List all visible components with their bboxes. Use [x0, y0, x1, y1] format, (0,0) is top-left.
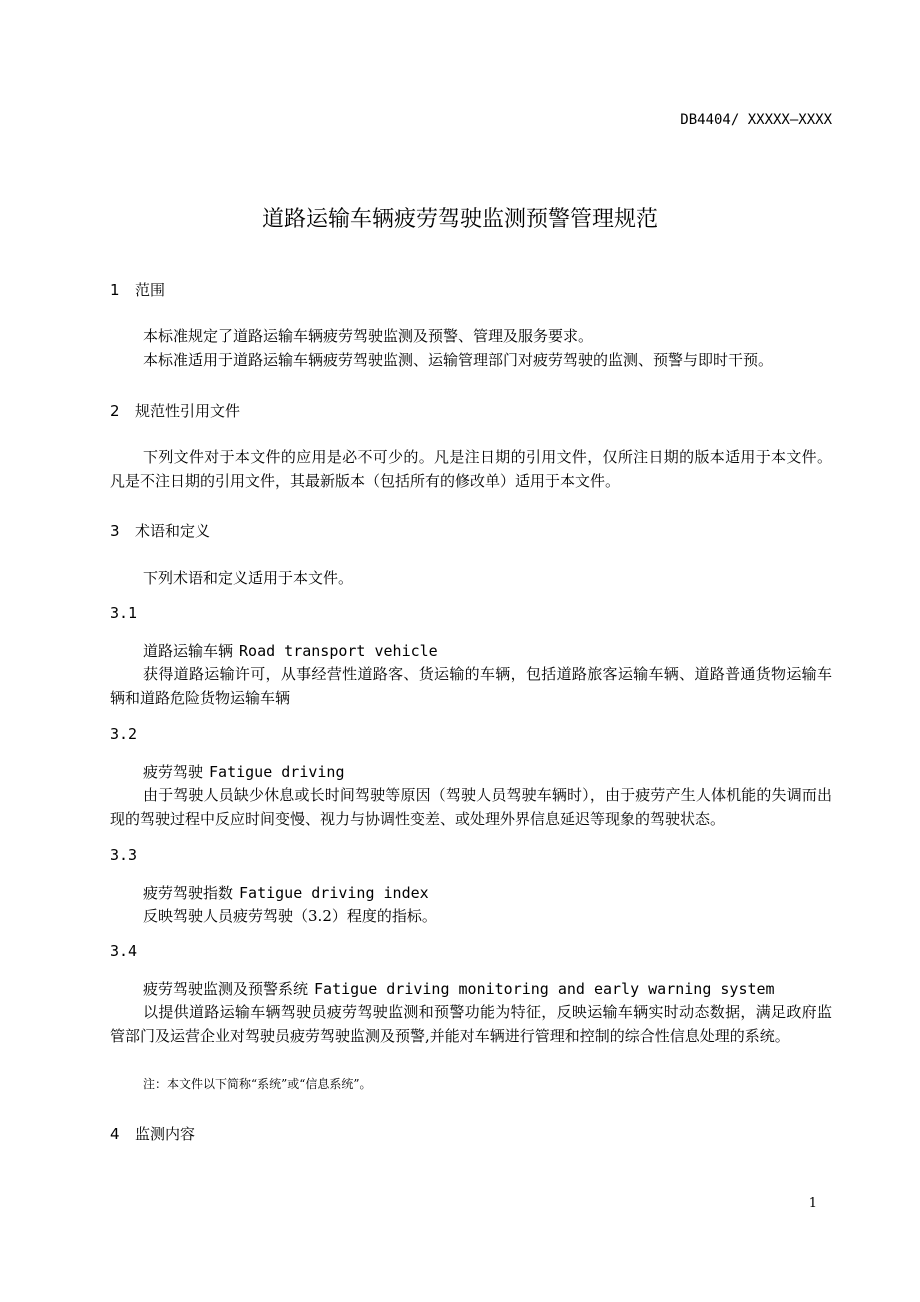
term-chinese: 疲劳驾驶指数 [143, 884, 234, 902]
term-definition: 以提供道路运输车辆驾驶员疲劳驾驶监测和预警功能为特征，反映运输车辆实时动态数据，满足政府监管部门及运营企业对驾驶员疲劳驾驶监测及预警,并能对车辆进行管理和控制的综合性信息处理的系统。 [110, 1003, 832, 1045]
term-definition: 由于驾驶人员缺少休息或长时间驾驶等原因（驾驶人员驾驶车辆时），由于疲劳产生人体机能的失调而出现的驾驶过程中反应时间变慢、视力与协调性变差、或处理外界信息延迟等现象的驾驶状态。 [110, 786, 832, 828]
term-chinese: 疲劳驾驶监测及预警系统 [143, 980, 309, 998]
section-heading-terms [110, 520, 210, 541]
scope-paragraph-2: 本标准适用于道路运输车辆疲劳驾驶监测、运输管理部门对疲劳驾驶的监测、预警与即时干预。 [143, 351, 774, 369]
term-chinese: 道路运输车辆 [143, 642, 234, 660]
note: 注：本文件以下简称“系统”或“信息系统”。 [143, 1077, 372, 1091]
term-definition: 反映驾驶人员疲劳驾驶（3.2）程度的指标。 [143, 907, 437, 925]
section-heading-normative-references [110, 400, 240, 421]
term-english: Road transport vehicle [239, 642, 438, 660]
section-heading-monitoring-content [110, 1123, 195, 1144]
section-title: 范围 [135, 281, 166, 299]
document-number: DB4404/ XXXXX—XXXX [680, 112, 832, 128]
section-title: 术语和定义 [135, 522, 211, 540]
section-title: 规范性引用文件 [135, 402, 241, 420]
clause-number: 3.3 [110, 846, 138, 864]
clause-number: 3.1 [110, 604, 138, 622]
term-english: Fatigue driving index [239, 884, 429, 902]
scope-paragraph-1: 本标准规定了道路运输车辆疲劳驾驶监测及预警、管理及服务要求。 [143, 327, 594, 345]
term-title [143, 761, 344, 782]
section-heading-scope [110, 279, 165, 300]
section-number: 1 [110, 281, 120, 299]
term-title [143, 978, 775, 999]
document-title: 道路运输车辆疲劳驾驶监测预警管理规范 [261, 207, 658, 232]
terms-intro-paragraph: 下列术语和定义适用于本文件。 [143, 569, 354, 587]
section-title: 监测内容 [135, 1125, 196, 1143]
clause-number: 3.4 [110, 942, 138, 960]
term-definition: 获得道路运输许可，从事经营性道路客、货运输的车辆，包括道路旅客运输车辆、道路普通货物运输车辆和道路危险货物运输车辆 [110, 665, 832, 707]
section-number: 2 [110, 402, 120, 420]
term-english: Fatigue driving [209, 763, 345, 781]
normative-references-paragraph: 下列文件对于本文件的应用是必不可少的。凡是注日期的引用文件，仅所注日期的版本适用于本文件。凡是不注日期的引用文件，其最新版本（包括所有的修改单）适用于本文件。 [110, 448, 832, 490]
section-number: 3 [110, 522, 120, 540]
term-title [143, 882, 429, 903]
clause-number: 3.2 [110, 725, 138, 743]
page-number: 1 [808, 1196, 817, 1211]
term-chinese: 疲劳驾驶 [143, 763, 204, 781]
term-english: Fatigue driving monitoring and early warning system [314, 980, 775, 998]
section-number: 4 [110, 1125, 120, 1143]
term-title [143, 640, 438, 661]
